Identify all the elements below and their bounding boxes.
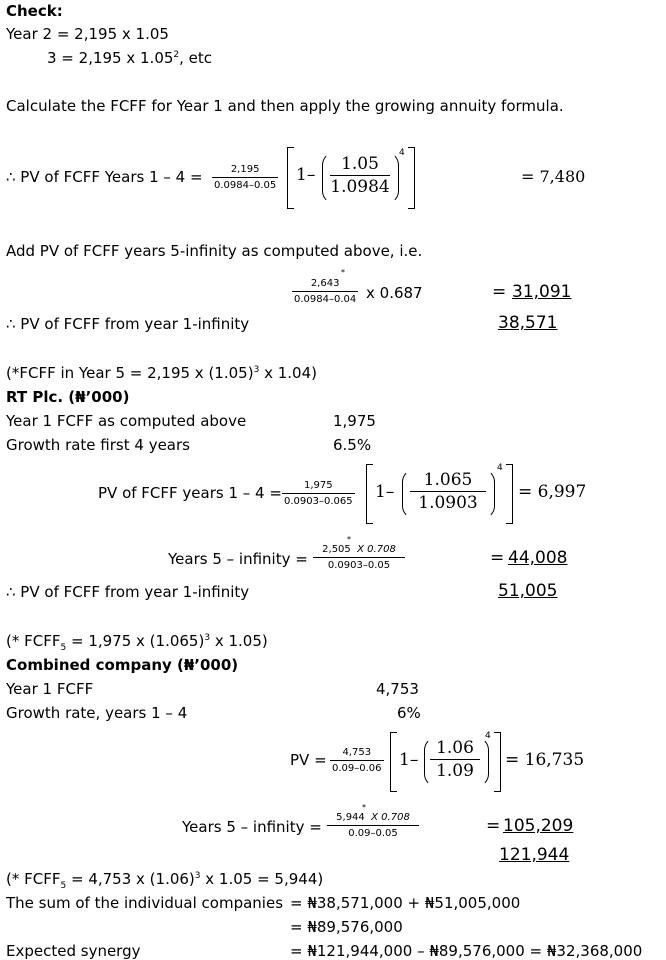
combined-growth-value: 6%: [397, 704, 421, 722]
combined-heading: Combined company (₦’000): [6, 656, 239, 674]
combined-growth-label: Growth rate, years 1 – 4: [6, 704, 188, 722]
combined-power-exponent: 4: [485, 731, 491, 741]
check-heading: Check:: [6, 2, 63, 20]
combined-fcff5-footnote: (* $FCFF_5 = 4,753$ x $(1.06)^3$ x 1.05 = 5,944): [6, 870, 324, 891]
rt-tv-result: 44,008: [508, 548, 568, 568]
rt-growth-ratio-fraction: 1.065 1.0903: [410, 470, 486, 513]
tv-star: *: [341, 268, 345, 277]
sum-expression: = ₦38,571,000 + ₦51,005,000: [290, 894, 521, 912]
combined-pv-fraction: 4,753 0.09–0.06: [332, 747, 382, 774]
total-label: ∴ PV of FCFF from year 1-infinity: [6, 315, 250, 333]
rt-power-exponent: 4: [497, 463, 503, 473]
rt-year1-value: 1,975: [333, 412, 376, 430]
rt-pv-fraction: 1,975 0.0903–0.065: [284, 480, 353, 507]
rt-right-paren: [482, 469, 495, 519]
rt-one-minus: 1–: [375, 482, 395, 502]
left-bracket: [287, 147, 294, 209]
right-paren: [386, 152, 399, 204]
synergy-label: Expected synergy: [6, 942, 141, 960]
rt-pv-result: = 6,997: [518, 482, 587, 502]
rt-growth-label: Growth rate first 4 years: [6, 436, 190, 454]
tv-equals: =: [492, 282, 507, 302]
one-minus: 1–: [296, 165, 316, 185]
rt-left-bracket: [366, 464, 373, 524]
synergy-expression: = ₦121,944,000 – ₦89,576,000 = ₦32,368,000: [290, 942, 643, 960]
rt-tv-fraction: 2,505 X 0.708 0.0903–0.05: [313, 543, 405, 572]
combined-year1-label: Year 1 FCFF: [6, 680, 94, 698]
combined-right-bracket: [494, 732, 501, 792]
pv-years-1-4-label: ∴ PV of FCFF Years 1 – 4 =: [6, 168, 203, 186]
rt-fcff5-footnote: (* $FCFF_5 = 1,975$ x $(1.065)^3$ x 1.05): [6, 632, 268, 653]
rt-tv-equals: =: [490, 548, 505, 568]
instruction: Calculate the FCFF for Year 1 and then apply the growing annuity formula.: [6, 97, 564, 115]
rt-pv-label: PV of FCFF years 1 – 4 =: [98, 484, 282, 502]
combined-pv-result: = 16,735: [505, 750, 585, 770]
combined-left-bracket: [390, 732, 397, 792]
combined-total-value: 121,944: [499, 845, 570, 865]
rt-right-bracket: [506, 464, 513, 524]
add-pv-line: Add PV of FCFF years 5-infinity as computed above, i.e.: [6, 242, 423, 260]
rt-year1-label: Year 1 FCFF as computed above: [6, 412, 247, 430]
rt-total-value: 51,005: [498, 581, 558, 601]
fcff-year5-footnote: (*FCFF in Year 5 = 2,195 x $(1.05)^3$ x 1.04): [6, 364, 317, 382]
pv-years-1-4-result: = 7,480: [521, 167, 586, 186]
rt-total-label: ∴ PV of FCFF from year 1-infinity: [6, 583, 250, 601]
combined-pv-label: PV =: [290, 751, 327, 769]
combined-tv-result: 105,209: [503, 816, 574, 836]
power-exponent: 4: [399, 148, 405, 158]
rt-plc-heading: RT Plc. (₦’000): [6, 388, 130, 406]
right-bracket: [408, 147, 415, 209]
combined-tv-star: *: [362, 803, 366, 812]
total-value: 38,571: [498, 313, 558, 333]
pv-years-1-4-fraction: 2,195 0.0984–0.05: [214, 164, 277, 191]
tv-result: 31,091: [512, 282, 572, 302]
tv-multiplier: x 0.687: [366, 284, 423, 302]
rt-tv-label: Years 5 – infinity =: [168, 550, 308, 568]
combined-tv-label: Years 5 – infinity =: [182, 818, 322, 836]
check-year2: Year 2 = 2,195 x 1.05: [6, 25, 169, 43]
rt-growth-value: 6.5%: [333, 436, 372, 454]
sum-label: The sum of the individual companies: [6, 894, 284, 912]
combined-right-paren: [476, 737, 489, 787]
rt-tv-star: *: [347, 535, 351, 544]
combined-tv-fraction: 5,944 X 0.708 0.09–0.05: [327, 811, 419, 840]
growth-ratio-fraction: 1.05 1.0984: [330, 154, 390, 197]
combined-one-minus: 1–: [399, 750, 419, 770]
combined-year1-value: 4,753: [376, 680, 419, 698]
check-year3: 3 = 2,195 x 1.05$^2$, etc: [47, 49, 213, 67]
sum-total: = ₦89,576,000: [290, 918, 403, 936]
combined-tv-equals: =: [486, 816, 501, 836]
tv-fraction: 2,643 0.0984–0.04: [294, 278, 357, 305]
combined-growth-ratio-fraction: 1.06 1.09: [430, 738, 480, 781]
